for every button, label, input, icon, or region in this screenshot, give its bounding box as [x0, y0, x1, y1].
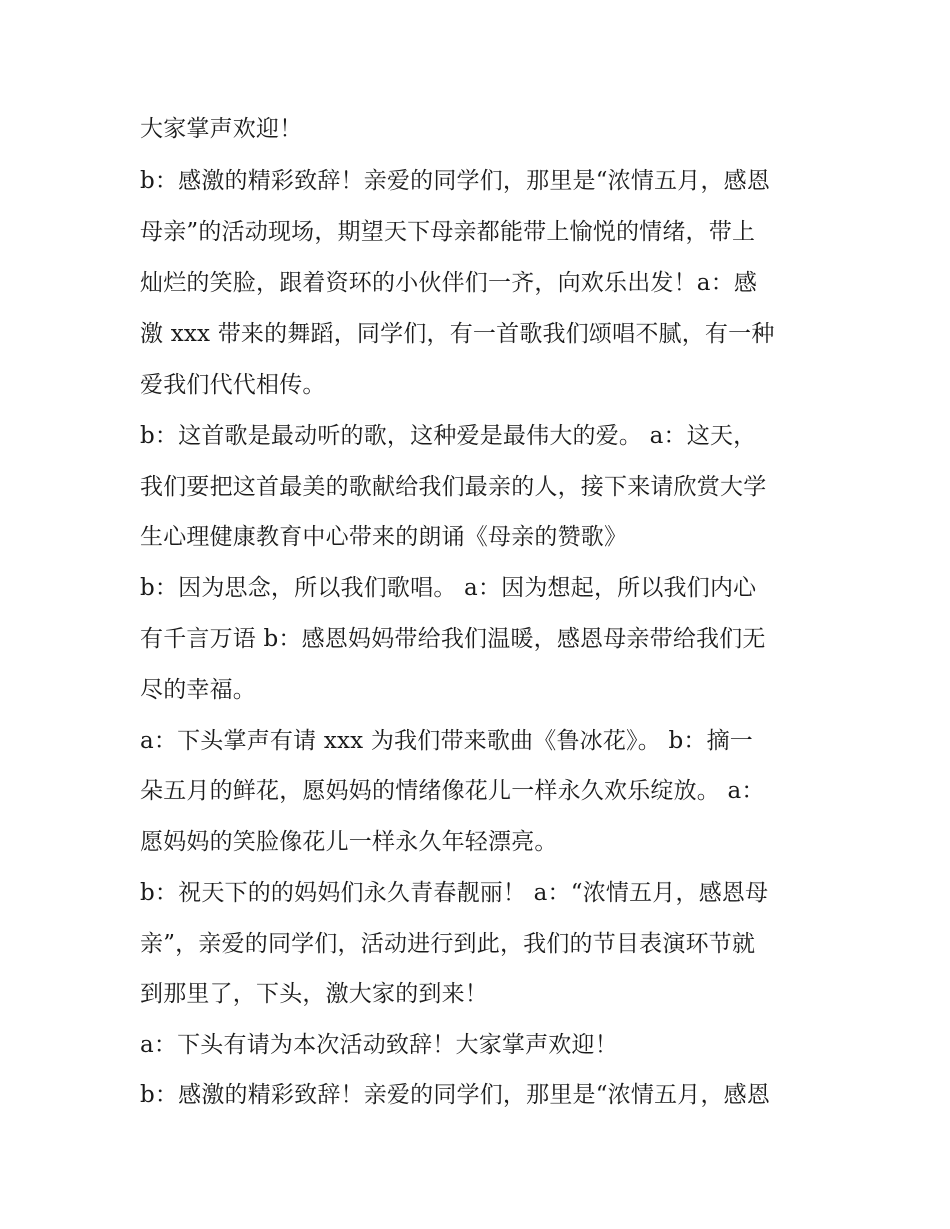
text-line: b：这首歌是最动听的歌，这种爱是最伟大的爱。 a：这天，	[140, 423, 757, 449]
text-line: 爱我们代代相传。	[140, 372, 326, 398]
text-line: 朵五月的鲜花，愿妈妈的情绪像花儿一样永久欢乐绽放。 a：	[140, 778, 765, 804]
text-line: a：下头掌声有请 xxx 为我们带来歌曲《鲁冰花》。 b：摘一	[140, 728, 753, 754]
text-line: 生心理健康教育中心带来的朗诵《母亲的赞歌》	[140, 524, 628, 550]
text-line: 到那里了，下头，激大家的到来！	[140, 981, 488, 1007]
text-line: b：祝天下的的妈妈们永久青春靓丽！ a：“浓情五月，感恩母	[140, 880, 769, 906]
text-line: 尽的幸福。	[140, 677, 256, 703]
text-line: 有千言万语 b：感恩妈妈带给我们温暖，感恩母亲带给我们无	[140, 626, 766, 652]
text-line: b：因为思念，所以我们歌唱。 a：因为想起，所以我们内心	[140, 575, 757, 601]
text-line: 激 xxx 带来的舞蹈，同学们，有一首歌我们颂唱不腻，有一种	[140, 321, 775, 347]
text-line: 大家掌声欢迎！	[140, 116, 303, 142]
text-line: a：下头有请为本次活动致辞！大家掌声欢迎！	[140, 1032, 618, 1058]
text-line: b：感激的精彩致辞！亲爱的同学们，那里是“浓情五月，感恩	[140, 1082, 771, 1108]
text-line: 我们要把这首最美的歌献给我们最亲的人，接下来请欣赏大学	[140, 474, 767, 500]
text-line: b：感激的精彩致辞！亲爱的同学们，那里是“浓情五月，感恩	[140, 168, 771, 194]
text-line: 愿妈妈的笑脸像花儿一样永久年轻漂亮。	[140, 829, 558, 855]
text-line: 亲”，亲爱的同学们，活动进行到此，我们的节目表演环节就	[140, 931, 756, 957]
text-line: 母亲”的活动现场，期望天下母亲都能带上愉悦的情绪，带上	[140, 219, 756, 245]
text-line: 灿烂的笑脸，跟着资环的小伙伴们一齐，向欢乐出发！a：感	[140, 270, 758, 296]
